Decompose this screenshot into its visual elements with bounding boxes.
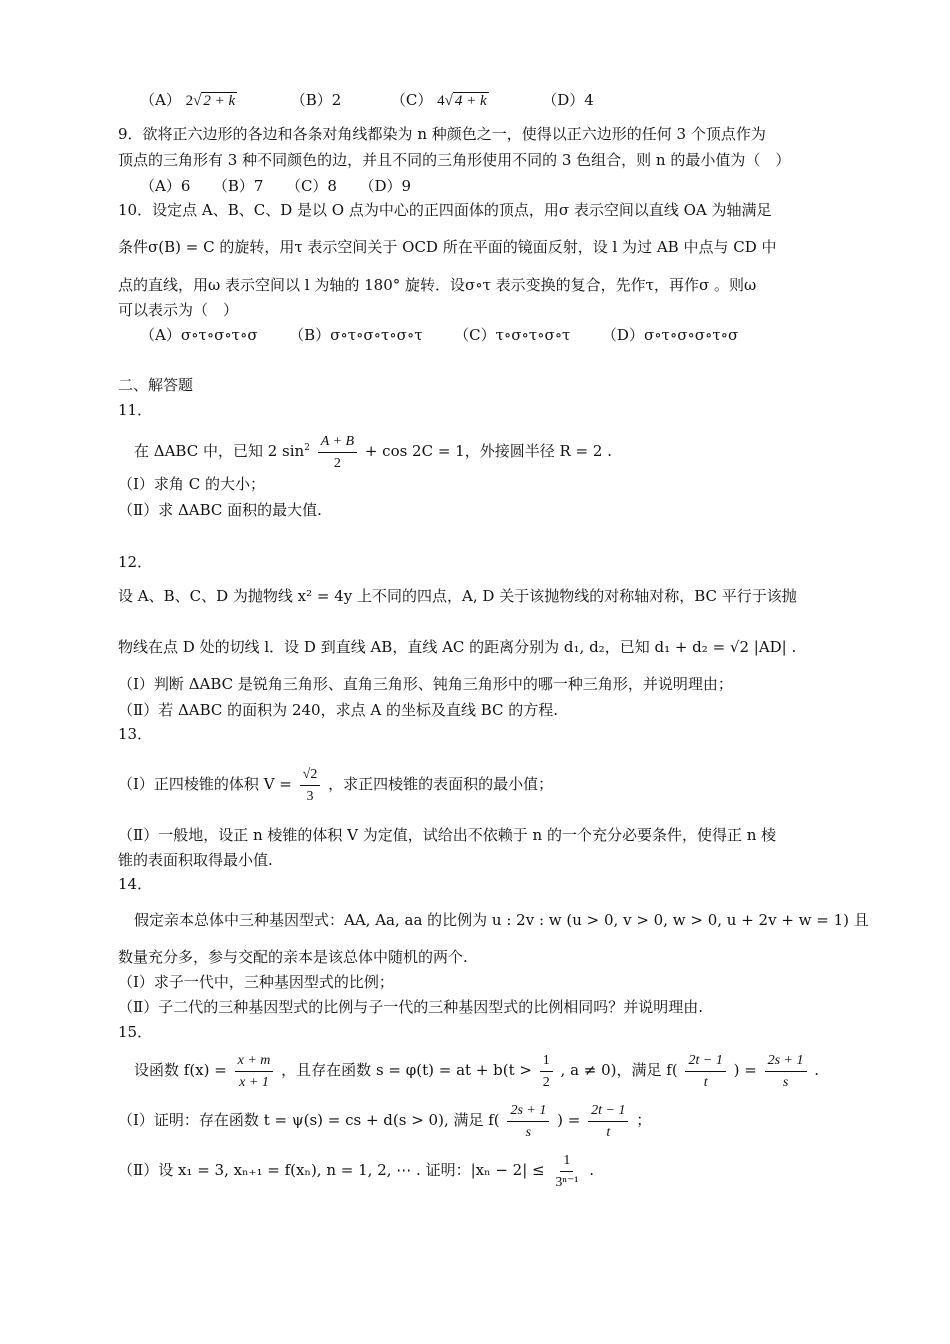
q15-part-1-fraction-2 [588,1102,628,1141]
q11-stem-pre: 在 ΔABC 中，已知 2 sin [134,442,305,460]
q8-option-a [140,91,242,109]
q12-part-1: （Ⅰ）判断 ΔABC 是锐角三角形、直角三角形、钝角三角形中的哪一种三角形，并说明理由； [118,675,733,693]
q8-option-d: （D）4 [542,91,594,109]
q15-stem-part-3: , a ≠ 0)，满足 f( [560,1061,678,1079]
q15-fraction-4 [765,1052,807,1091]
q10-option-b: （B）σ∘τ∘σ∘τ∘σ∘τ [289,326,423,344]
q8-option-c [391,91,494,109]
q15-part-2-fraction [552,1152,581,1191]
q11-number: 11． [118,401,153,419]
q15-fraction-2-numerator: 1 [540,1052,553,1072]
q15-fraction-1-denominator: x + 1 [239,1074,269,1090]
q11-part-2: （Ⅱ）求 ΔABC 面积的最大值. [118,501,322,519]
q15-number: 15． [118,1023,153,1041]
q15-stem-part-2: ，且存在函数 s = φ(t) = at + b(t > [281,1061,532,1079]
q15-fraction-4-numerator: 2s + 1 [765,1052,807,1072]
q13-part-2-line-2: 锥的表面积取得最小值. [118,851,273,869]
q15-part-2-pre: （Ⅱ）设 x₁ = 3, xₙ₊₁ = f(xₙ), n = 1, 2, ⋯ . 证明：|xₙ − 2| ≤ [118,1161,545,1179]
q10-line-4: 可以表示为（ ） [118,301,239,319]
q10-option-d: （D）σ∘τ∘σ∘σ∘τ∘σ [601,326,739,344]
q11-stem-post: + cos 2C = 1，外接圆半径 R = 2 . [364,442,612,460]
q10-options [140,325,738,345]
q15-part-1-fraction-1-denominator: s [525,1124,532,1140]
q8-option-a-radicand: 2 + k [203,93,236,109]
q15-part-1-fraction-2-numerator: 2t − 1 [588,1102,628,1122]
q15-part-1-fraction-1 [507,1102,549,1141]
q13-number: 13． [118,725,153,743]
q15-part-2 [118,1150,594,1191]
q15-part-1-mid: ) = [557,1111,581,1129]
q8-option-c-radicand: 4 + k [454,93,487,109]
q8-option-a-coef: 2 [185,93,194,109]
q15-fraction-1 [235,1052,274,1091]
q15-fraction-2-denominator: 2 [542,1074,550,1090]
q15-fraction-3-numerator: 2t − 1 [685,1052,725,1072]
q14-number: 14． [118,875,153,893]
q15-stem-part-5: . [814,1061,820,1079]
q13-part-2-line-1: （Ⅱ）一般地，设正 n 棱锥的体积 V 为定值，试给出不依赖于 n 的一个充分必要条件，使得正 n 棱 [118,826,777,844]
section-heading: 二、解答题 [118,376,194,394]
q15-part-1-fraction-1-numerator: 2s + 1 [507,1102,549,1122]
q8-option-b: （B）2 [290,91,342,109]
q15-stem-part-4: ) = [733,1061,757,1079]
q12-line-2: 物线在点 D 处的切线 l．设 D 到直线 AB，直线 AC 的距离分别为 d₁, d₂，已知 d₁ + d₂ = √2 |AD| . [118,638,797,656]
q15-fraction-1-numerator: x + m [235,1052,274,1072]
q9-line-1: 9．欲将正六边形的各边和各条对角线都染为 n 种颜色之一，使得以正六边形的任何 3 个顶点作为 [118,125,766,143]
q15-fraction-2 [540,1052,553,1091]
q11-fraction-numerator: A + B [318,433,357,453]
q15-stem-part-1: 设函数 f(x) = [134,1061,227,1079]
q13-part-1 [118,762,553,806]
q15-part-2-post: . [589,1161,594,1179]
q14-part-2: （Ⅱ）子二代的三种基因型式的比例与子一代的三种基因型式的比例相同吗？并说明理由. [118,998,703,1016]
q14-line-1: 假定亲本总体中三种基因型式：AA, Aa, aa 的比例为 u : 2v : w (u > 0, v > 0, w > 0, u + 2v + w = 1) 且 [134,911,869,929]
q11-stem: 在 ΔABC 中，已知 2 $\sin^2$ $\frac{A + B}{2}$ + cos 2C = 1，外接圆半径 R = 2 . [134,433,612,471]
q9-line-2: 顶点的三角形有 3 种不同颜色的边，并且不同的三角形使用不同的 3 色组合，则 n 的最小值为（ ） [118,151,791,169]
q11-part-1: （Ⅰ）求角 C 的大小； [118,475,265,493]
q13-fraction-denominator: 3 [306,788,314,804]
q15-part-1 [118,1100,651,1141]
q10-option-c: （C）τ∘σ∘τ∘σ∘τ [454,326,571,344]
q14-part-1: （Ⅰ）求子一代中，三种基因型式的比例； [118,973,394,991]
q11-fraction [318,433,357,472]
q13-fraction-numerator: √2 [300,766,321,786]
q15-stem [134,1048,819,1092]
q13-fraction [300,766,321,805]
q15-part-1-post: ； [636,1111,652,1129]
q12-part-2: （Ⅱ）若 ΔABC 的面积为 240，求点 A 的坐标及直线 BC 的方程. [118,701,559,719]
q15-part-1-fraction-2-denominator: t [606,1124,611,1140]
q15-fraction-3-denominator: t [703,1074,708,1090]
q11-fraction-denominator: 2 [333,455,341,471]
q8-options [140,90,594,111]
q10-line-1: 10．设定点 A、B、C、D 是以 O 点为中心的正四面体的顶点，用σ 表示空间以直线 OA 为轴满足 [118,201,772,219]
q8-option-a-label: （A） [140,91,181,109]
q12-number: 12． [118,553,153,571]
q8-option-c-coef: 4 [437,93,445,109]
sqrt-symbol: √ [193,93,202,109]
sqrt-symbol: √ [444,93,453,109]
q8-option-c-label: （C） [390,91,433,109]
q13-part-1-post: ，求正四棱锥的表面积的最小值； [328,775,554,793]
q15-part-2-fraction-numerator: 1 [560,1152,573,1172]
q13-part-1-pre: （Ⅰ）正四棱锥的体积 V = [118,775,292,793]
q10-option-a: （A）σ∘τ∘σ∘τ∘σ [140,326,258,344]
q14-line-2: 数量充分多，参与交配的亲本是该总体中随机的两个. [118,948,468,966]
q15-fraction-3 [685,1052,725,1091]
q15-fraction-4-denominator: s [782,1074,789,1090]
q15-part-2-fraction-denominator: 3ⁿ⁻¹ [555,1174,579,1190]
q9-options: （A）6 （B）7 （C）8 （D）9 [140,177,412,195]
q10-line-3: 点的直线，用ω 表示空间以 l 为轴的 180° 旋转．设σ∘τ 表示变换的复合，先作τ，再作σ 。则ω [118,276,757,294]
q10-line-2: 条件σ(B) = C 的旋转，用τ 表示空间关于 OCD 所在平面的镜面反射，设 l 为过 AB 中点与 CD 中 [118,238,777,256]
q15-part-1-pre: （Ⅰ）证明：存在函数 t = ψ(s) = cs + d(s > 0), 满足 f( [118,1111,500,1129]
q12-line-1: 设 A、B、C、D 为抛物线 x² = 4y 上不同的四点，A, D 关于该抛物线的对称轴对称，BC 平行于该抛 [118,587,797,605]
